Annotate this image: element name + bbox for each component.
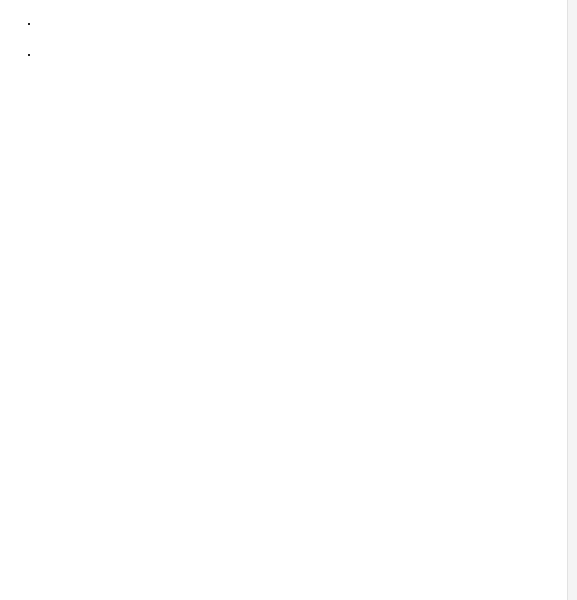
section-title-electrical [28,52,30,56]
section-peripherals [27,5,571,32]
section-title-peripherals [28,21,30,25]
section-electrical [27,36,571,63]
vertical-scrollbar[interactable] [567,0,577,600]
